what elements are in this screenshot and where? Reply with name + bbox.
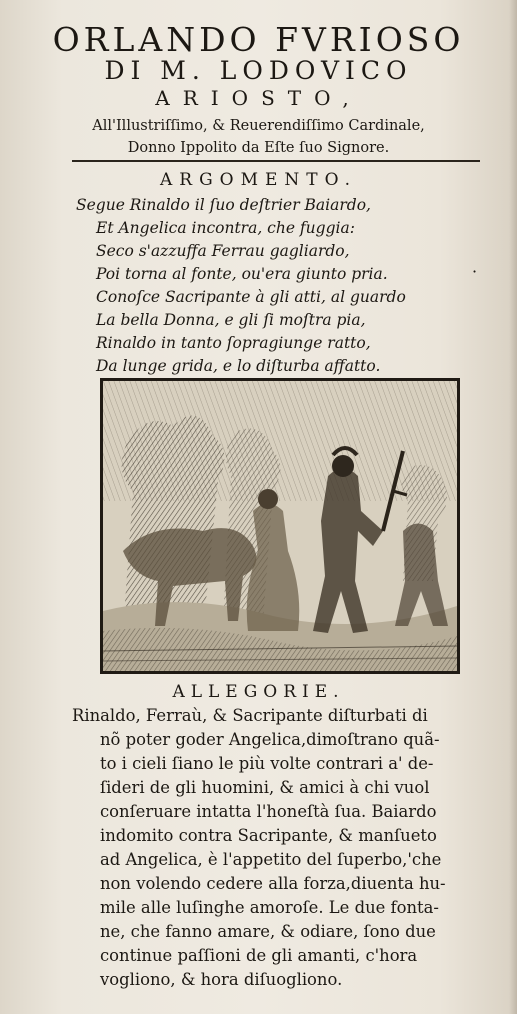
allegorie-line: nõ poter goder Angelica,dimoſtrano quã- <box>100 730 440 749</box>
allegorie-line: vogliono, & hora diſuogliono. <box>100 970 343 989</box>
argomento-verse: Et Angelica incontra, che fuggia: <box>96 219 355 237</box>
argomento-verse: Seco s'azzuffa Ferrau gagliardo, <box>96 242 350 260</box>
allegorie-line: indomito contra Sacripante, & manſueto <box>100 826 437 845</box>
title-line-1: ORLANDO FVRIOSO <box>52 20 465 59</box>
title-line-3: ARIOSTO, <box>155 86 362 110</box>
dedication-line-2: Donno Ippolito da Eſte ſuo Signore. <box>127 140 390 156</box>
allegorie-line: mile alle luſinghe amoroſe. Le due fonta- <box>100 898 439 917</box>
woodcut-illustration <box>100 378 460 674</box>
allegorie-line: non volendo cedere alla forza,diuenta hu- <box>100 874 446 893</box>
allegorie-line: continue paſſioni de gli amanti, c'hora <box>100 946 418 965</box>
argomento-verse: Da lunge grida, e lo diſturba affatto. <box>96 357 381 375</box>
woodcut-scene <box>103 381 457 671</box>
argomento-verse: Segue Rinaldo il ſuo deſtrier Baiardo, <box>76 196 371 214</box>
allegorie-line: conſeruare intatta l'honeſtà ſua. Baiardo <box>100 802 437 821</box>
argomento-verse: Conoſce Sacripante à gli atti, al guardo <box>96 288 406 306</box>
allegorie-line: ad Angelica, è l'appetito del ſuperbo,'che <box>100 850 442 869</box>
printer-ornament: · <box>472 262 478 281</box>
allegorie-line: Rinaldo, Ferraù, & Sacripante diſturbati di <box>72 706 428 725</box>
allegorie-line: ne, che fanno amare, & odiare, ſono due <box>100 922 436 941</box>
argomento-verse: Poi torna al fonte, ou'era giunto pria. <box>96 265 388 283</box>
argomento-verse: La bella Donna, e gli ſi moſtra pia, <box>96 311 366 329</box>
allegorie-line: ſideri de gli huomini, & amici à chi vuol <box>100 778 430 797</box>
argomento-heading: ARGOMENTO. <box>160 170 357 190</box>
title-line-2: DI M. LODOVICO <box>104 56 413 85</box>
argomento-verse: Rinaldo in tanto ſopragiunge ratto, <box>96 334 371 352</box>
allegorie-line: to i cieli ſiano le più volte contrari a' de- <box>100 754 434 773</box>
dedication-line-1: All'Illustriſſimo, & Reuerendiſſimo Cardinale, <box>92 118 425 134</box>
allegorie-heading: ALLEGORIE. <box>172 682 345 702</box>
header-rule <box>72 160 480 162</box>
